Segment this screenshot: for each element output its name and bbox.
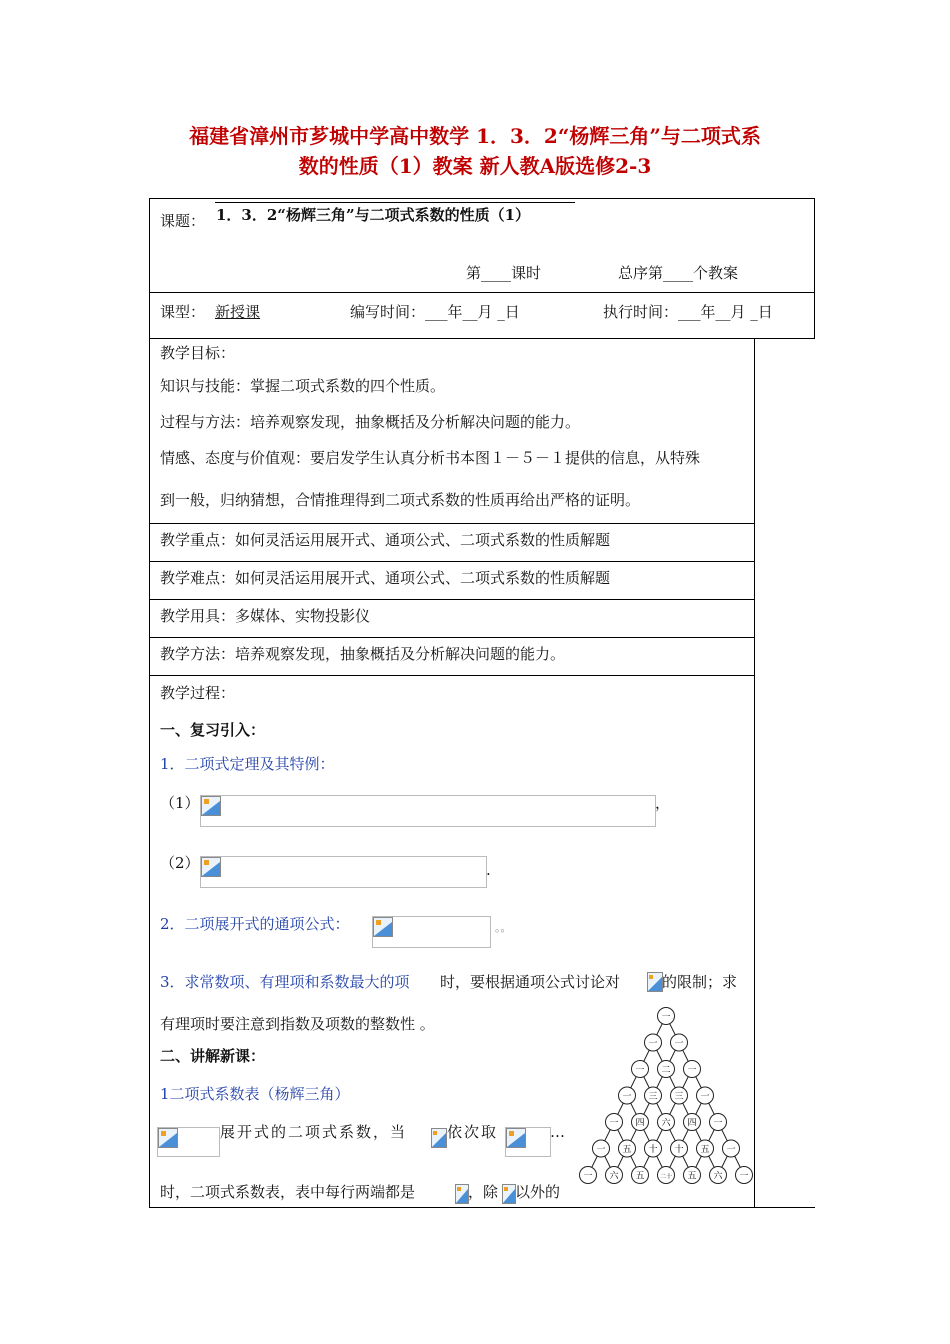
pascal-node-label: 四 <box>687 1118 697 1129</box>
item-pascal-text-a: 展开式的二项式系数，当 <box>220 1123 408 1141</box>
pascal-node-label: 一 <box>609 1118 619 1129</box>
pascal-node-label: 二 <box>661 1065 671 1076</box>
topic-label: 课题： <box>160 212 206 230</box>
formula-image-1 <box>200 795 656 827</box>
pascal-node-label: 一 <box>700 1092 710 1102</box>
pascal-triangle-figure <box>578 1004 754 1194</box>
exec-time: 执行时间：___年__月 _日 <box>603 303 773 321</box>
pascal-node-label: 五 <box>687 1171 697 1182</box>
goal-process: 过程与方法：培养观察发现，抽象概括及分析解决问题的能力。 <box>160 413 581 431</box>
section-new-lesson: 二、讲解新课： <box>160 1047 266 1065</box>
pascal-node-label: 一 <box>596 1145 606 1155</box>
item-pascal-ellipsis: … <box>550 1123 565 1141</box>
sub-item-2-end: . <box>486 861 491 879</box>
broken-image-icon <box>647 972 663 992</box>
pascal-node-label: 五 <box>700 1145 710 1155</box>
broken-image-icon <box>502 1184 516 1204</box>
table-left-border <box>149 198 150 1208</box>
item-general-term-end: 。。 <box>495 921 512 934</box>
broken-image-icon <box>201 796 221 816</box>
pascal-node-label: 十 <box>674 1145 684 1155</box>
sub-item-1-end: ， <box>655 794 671 812</box>
broken-image-icon <box>506 1128 526 1148</box>
row-divider-process <box>149 675 755 676</box>
process-heading: 教学过程： <box>160 684 236 702</box>
item-3-part-c: 的限制；求 <box>662 973 738 991</box>
teaching-tools: 教学用具：多媒体、实物投影仪 <box>160 607 371 625</box>
topic-value: 1．3．2“杨辉三角”与二项式系数的性质（1） <box>216 206 531 224</box>
pascal-node-label: 一 <box>648 1039 658 1049</box>
pascal-node-label: 六 <box>713 1171 723 1182</box>
row-divider-focus <box>149 523 755 524</box>
row-divider-goals <box>149 338 815 339</box>
pascal-node-label: 一 <box>713 1118 723 1129</box>
item-pascal-table: 1二项式系数表（杨辉三角） <box>160 1085 350 1103</box>
sub-item-2-label: （2） <box>160 854 200 872</box>
item-3-part-b: 时，要根据通项公式讨论对 <box>440 973 621 991</box>
pascal-node-label: 二十 <box>659 1173 673 1181</box>
table-right-border-upper <box>814 198 815 338</box>
pascal-node-label: 一 <box>687 1065 697 1076</box>
item-pascal-text-b: 依次取 <box>447 1123 499 1141</box>
item-pascal-line2-b: ，除 <box>468 1183 499 1201</box>
pascal-node-label: 四 <box>635 1118 645 1129</box>
pascal-node-label: 十 <box>648 1145 658 1155</box>
formula-image-2 <box>200 856 487 888</box>
teaching-difficulty: 教学难点：如何灵活运用展开式、通项公式、二项式系数的性质解题 <box>160 569 611 587</box>
goals-heading: 教学目标： <box>160 344 236 362</box>
type-value: 新授课 <box>215 303 261 321</box>
row-divider-difficulty <box>149 561 755 562</box>
item-3-line2: 有理项时要注意到指数及项数的整数性 。 <box>160 1015 435 1033</box>
compile-time: 编写时间：___年__月 _日 <box>350 303 520 321</box>
table-top-border <box>149 198 815 199</box>
broken-image-icon <box>455 1184 469 1204</box>
item-binomial-theorem: 1．二项式定理及其特例： <box>160 755 335 773</box>
table-bottom-border <box>149 1207 815 1208</box>
item-general-term: 2．二项展开式的通项公式： <box>160 915 350 933</box>
broken-image-icon <box>431 1128 447 1148</box>
pascal-node-label: 一 <box>622 1092 632 1102</box>
table-right-border-lower <box>754 338 755 1208</box>
pascal-node-label: 一 <box>583 1171 593 1182</box>
broken-image-icon <box>158 1128 178 1148</box>
goal-knowledge: 知识与技能：掌握二项式系数的四个性质。 <box>160 377 446 395</box>
item-pascal-line2-a: 时，二项式系数表，表中每行两端都是 <box>160 1183 416 1201</box>
pascal-node-label: 五 <box>635 1171 645 1182</box>
sub-item-1-label: （1） <box>160 794 200 812</box>
teaching-method: 教学方法：培养观察发现，抽象概括及分析解决问题的能力。 <box>160 645 566 663</box>
item-3-part-a: 3．求常数项、有理项和系数最大的项 <box>160 973 410 991</box>
session-number: 第____课时 <box>466 264 542 282</box>
row-divider-tools <box>149 599 755 600</box>
pascal-node-label: 六 <box>661 1118 671 1129</box>
total-number: 总序第____个教案 <box>618 264 739 282</box>
broken-image-icon <box>201 857 221 877</box>
type-label: 课型： <box>160 303 206 321</box>
pascal-node-label: 六 <box>609 1171 619 1182</box>
pascal-node-label: 三 <box>674 1092 684 1102</box>
pascal-node-label: 五 <box>622 1145 632 1155</box>
broken-image-icon <box>373 917 393 937</box>
doc-title-line2: 数的性质（1）教案 新人教A版选修2-3 <box>298 154 652 178</box>
pascal-node-label: 一 <box>674 1039 684 1049</box>
goal-emotion-line2: 到一般，归纳猜想，合情推理得到二项式系数的性质再给出严格的证明。 <box>160 491 641 509</box>
teaching-focus: 教学重点：如何灵活运用展开式、通项公式、二项式系数的性质解题 <box>160 531 611 549</box>
goal-emotion-line1: 情感、态度与价值观：要启发学生认真分析书本图１－５－１提供的信息，从特殊 <box>160 449 701 467</box>
pascal-node-label: 一 <box>661 1012 671 1023</box>
row-divider-type <box>149 292 815 293</box>
pascal-node-label: 一 <box>726 1145 736 1155</box>
topic-top-rule <box>215 202 575 203</box>
row-divider-method <box>149 637 755 638</box>
pascal-node-label: 一 <box>739 1171 749 1182</box>
section-review: 一、复习引入： <box>160 721 266 739</box>
pascal-node-label: 一 <box>635 1065 645 1076</box>
item-pascal-line2-c: 以外的 <box>515 1183 561 1201</box>
pascal-node-label: 三 <box>648 1092 658 1102</box>
doc-title-line1: 福建省漳州市芗城中学高中数学 1．3．2“杨辉三角”与二项式系 <box>189 124 761 148</box>
